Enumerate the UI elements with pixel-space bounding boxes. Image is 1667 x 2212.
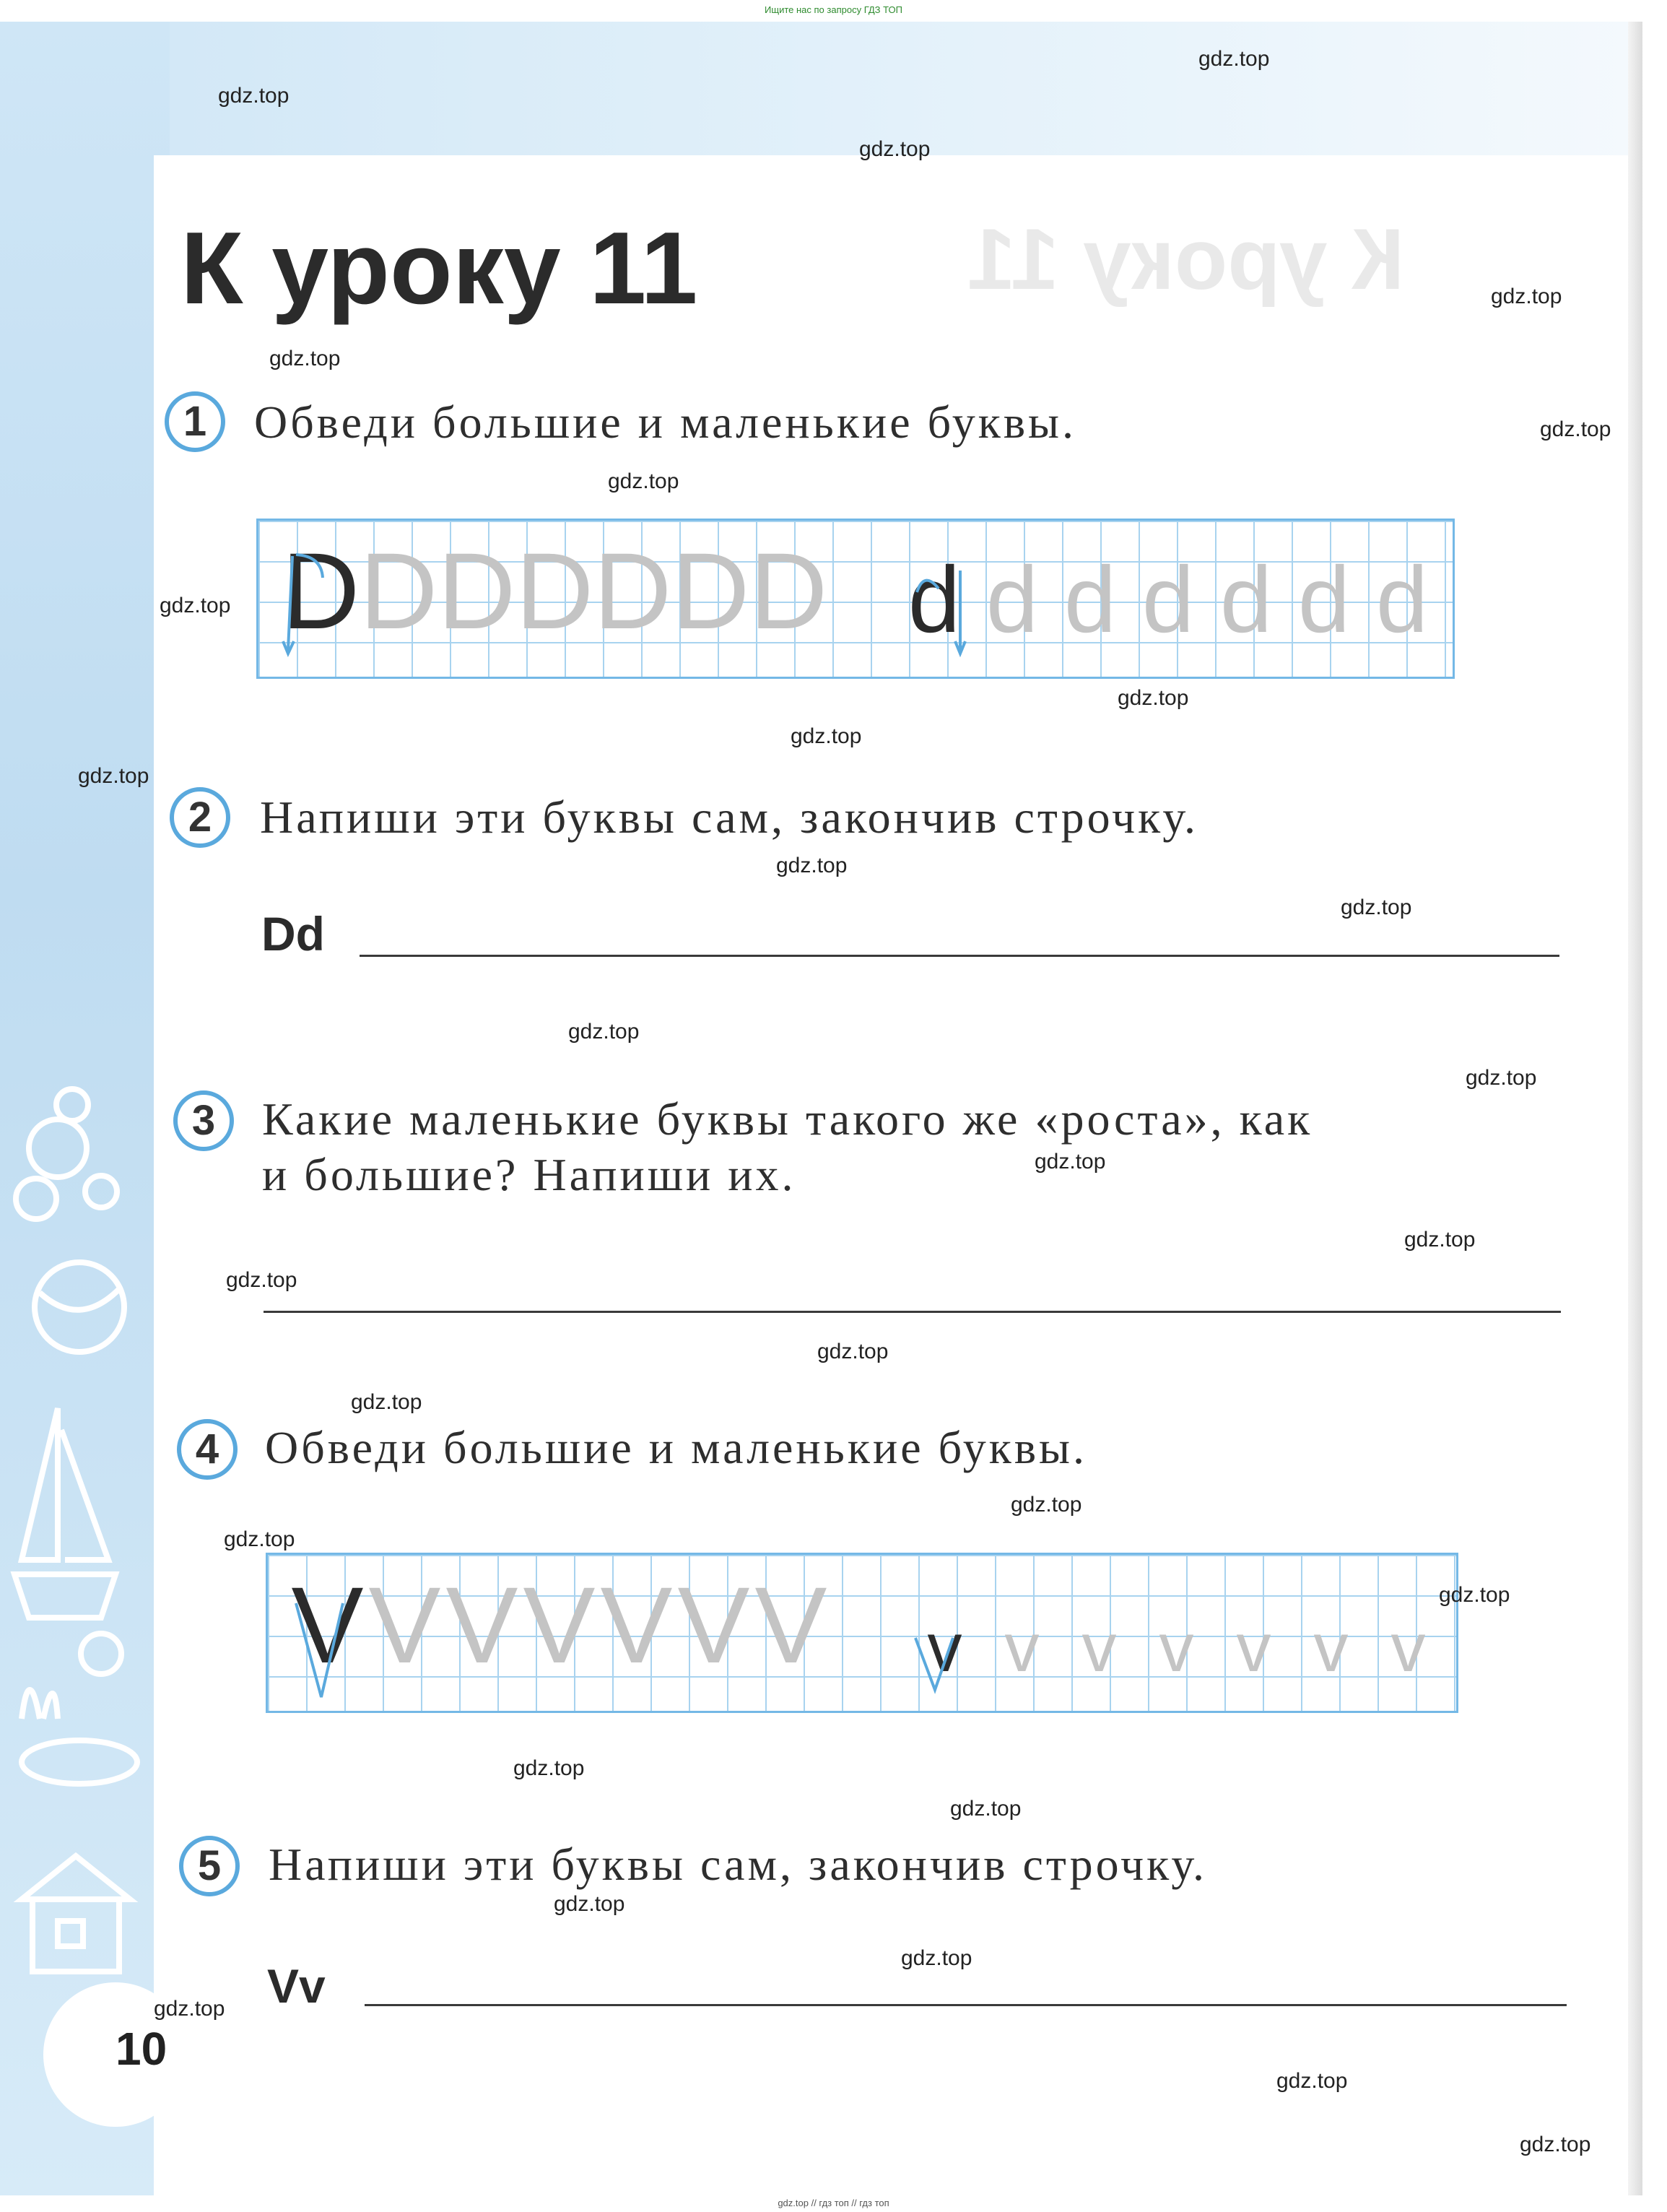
site-note-bottom: gdz.top // гдз топ // гдз топ: [778, 2198, 889, 2208]
watermark: gdz.top: [1404, 1228, 1476, 1252]
watermark: gdz.top: [1491, 285, 1562, 308]
watermark: gdz.top: [1276, 2069, 1348, 2093]
watermark: gdz.top: [1011, 1493, 1082, 1517]
trace-row-capital-v: [289, 1564, 830, 1688]
watermark: gdz.top: [351, 1390, 422, 1414]
task-1-text: Обведи большие и маленькие буквы.: [254, 396, 1077, 448]
site-note-top: Ищите нас по запросу ГДЗ ТОП: [765, 4, 902, 15]
stroke-direction-arrow-icon: [910, 1632, 960, 1704]
task-5-text: Напиши эти буквы сам, закончив строчку.: [269, 1839, 1207, 1890]
watermark: gdz.top: [160, 594, 231, 617]
trace-letter: v: [927, 1609, 962, 1686]
trace-letter: v: [1081, 1609, 1117, 1686]
trace-letter: v: [1004, 1609, 1040, 1686]
trace-letter: v: [1236, 1609, 1271, 1686]
trace-letter: v: [1390, 1609, 1426, 1686]
trace-letter: D: [671, 530, 750, 651]
watermark: gdz.top: [859, 137, 931, 161]
trace-letter: d: [985, 547, 1039, 652]
trace-letter: D: [593, 530, 672, 651]
watermark: gdz.top: [513, 1756, 585, 1780]
trace-letter: V: [368, 1564, 441, 1686]
watermark: gdz.top: [1439, 1583, 1510, 1607]
watermark: gdz.top: [554, 1892, 625, 1916]
writing-line[interactable]: [264, 1311, 1561, 1313]
trace-letter: D: [749, 530, 828, 651]
side-decoration-icons: [7, 1069, 159, 1993]
watermark: gdz.top: [817, 1340, 889, 1363]
task-3-text-line2: и большие? Напиши их.: [262, 1149, 796, 1200]
watermark: gdz.top: [608, 469, 679, 493]
bleed-through-title: К уроку 11: [967, 211, 1405, 308]
trace-letter: d: [1297, 547, 1351, 652]
trace-letter: v: [1159, 1609, 1194, 1686]
trace-letter: V: [523, 1564, 596, 1686]
watermark: gdz.top: [78, 764, 149, 788]
trace-letter: D: [282, 530, 360, 651]
watermark: gdz.top: [226, 1268, 297, 1292]
trace-letter: V: [291, 1564, 364, 1686]
task-2-text: Напиши эти буквы сам, закончив строчку.: [260, 791, 1198, 843]
watermark: gdz.top: [791, 724, 862, 748]
watermark: gdz.top: [224, 1527, 295, 1551]
trace-row-capital-d: [282, 530, 828, 654]
watermark: gdz.top: [568, 1020, 640, 1044]
trace-letter: D: [438, 530, 516, 651]
watermark: gdz.top: [950, 1797, 1022, 1821]
watermark: gdz.top: [1118, 686, 1189, 710]
trace-letter: D: [515, 530, 594, 651]
task-3-text-line1: Какие маленькие буквы такого же «роста», как: [262, 1093, 1313, 1145]
trace-letter: V: [600, 1564, 673, 1686]
page-number: 10: [116, 2023, 167, 2075]
trace-row-small-d: [895, 538, 1441, 654]
watermark: gdz.top: [1540, 417, 1611, 441]
watermark: gdz.top: [1341, 895, 1412, 919]
watermark: gdz.top: [1198, 47, 1270, 71]
trace-letter: d: [1063, 547, 1117, 652]
page-title: К уроку 11: [180, 211, 698, 326]
task-5-number: 5: [179, 1836, 240, 1896]
write-label-dd: Dd: [261, 907, 325, 960]
task-2-number: 2: [170, 787, 230, 848]
watermark: gdz.top: [269, 347, 341, 370]
writing-line[interactable]: [360, 955, 1559, 957]
task-3-number: 3: [173, 1090, 234, 1151]
trace-letter: d: [1375, 547, 1429, 652]
trace-row-small-v: [906, 1572, 1447, 1688]
trace-letter: d: [1141, 547, 1195, 652]
watermark: gdz.top: [218, 84, 290, 108]
stroke-direction-arrow-icon: [910, 556, 967, 657]
write-label-vv: Vv: [267, 1959, 326, 2013]
trace-letter: V: [754, 1564, 827, 1686]
stroke-direction-arrow-icon: [289, 1596, 347, 1704]
writing-line[interactable]: [365, 2004, 1567, 2006]
watermark: gdz.top: [776, 854, 848, 877]
task-1-number: 1: [165, 391, 225, 452]
watermark: gdz.top: [901, 1946, 972, 1970]
trace-letter: d: [908, 547, 961, 652]
task-4-number: 4: [177, 1419, 238, 1480]
stroke-direction-arrow-icon: [278, 549, 336, 657]
watermark: gdz.top: [154, 1997, 225, 2021]
trace-letter: d: [1219, 547, 1273, 652]
watermark: gdz.top: [1035, 1150, 1106, 1174]
trace-letter: v: [1313, 1609, 1349, 1686]
page-edge-shadow: [1628, 22, 1642, 2195]
task-4-text: Обведи большие и маленькие буквы.: [265, 1422, 1088, 1473]
watermark: gdz.top: [1520, 2133, 1591, 2156]
trace-letter: V: [445, 1564, 518, 1686]
trace-letter: D: [360, 530, 438, 651]
trace-letter: V: [677, 1564, 750, 1686]
watermark: gdz.top: [1466, 1066, 1537, 1090]
